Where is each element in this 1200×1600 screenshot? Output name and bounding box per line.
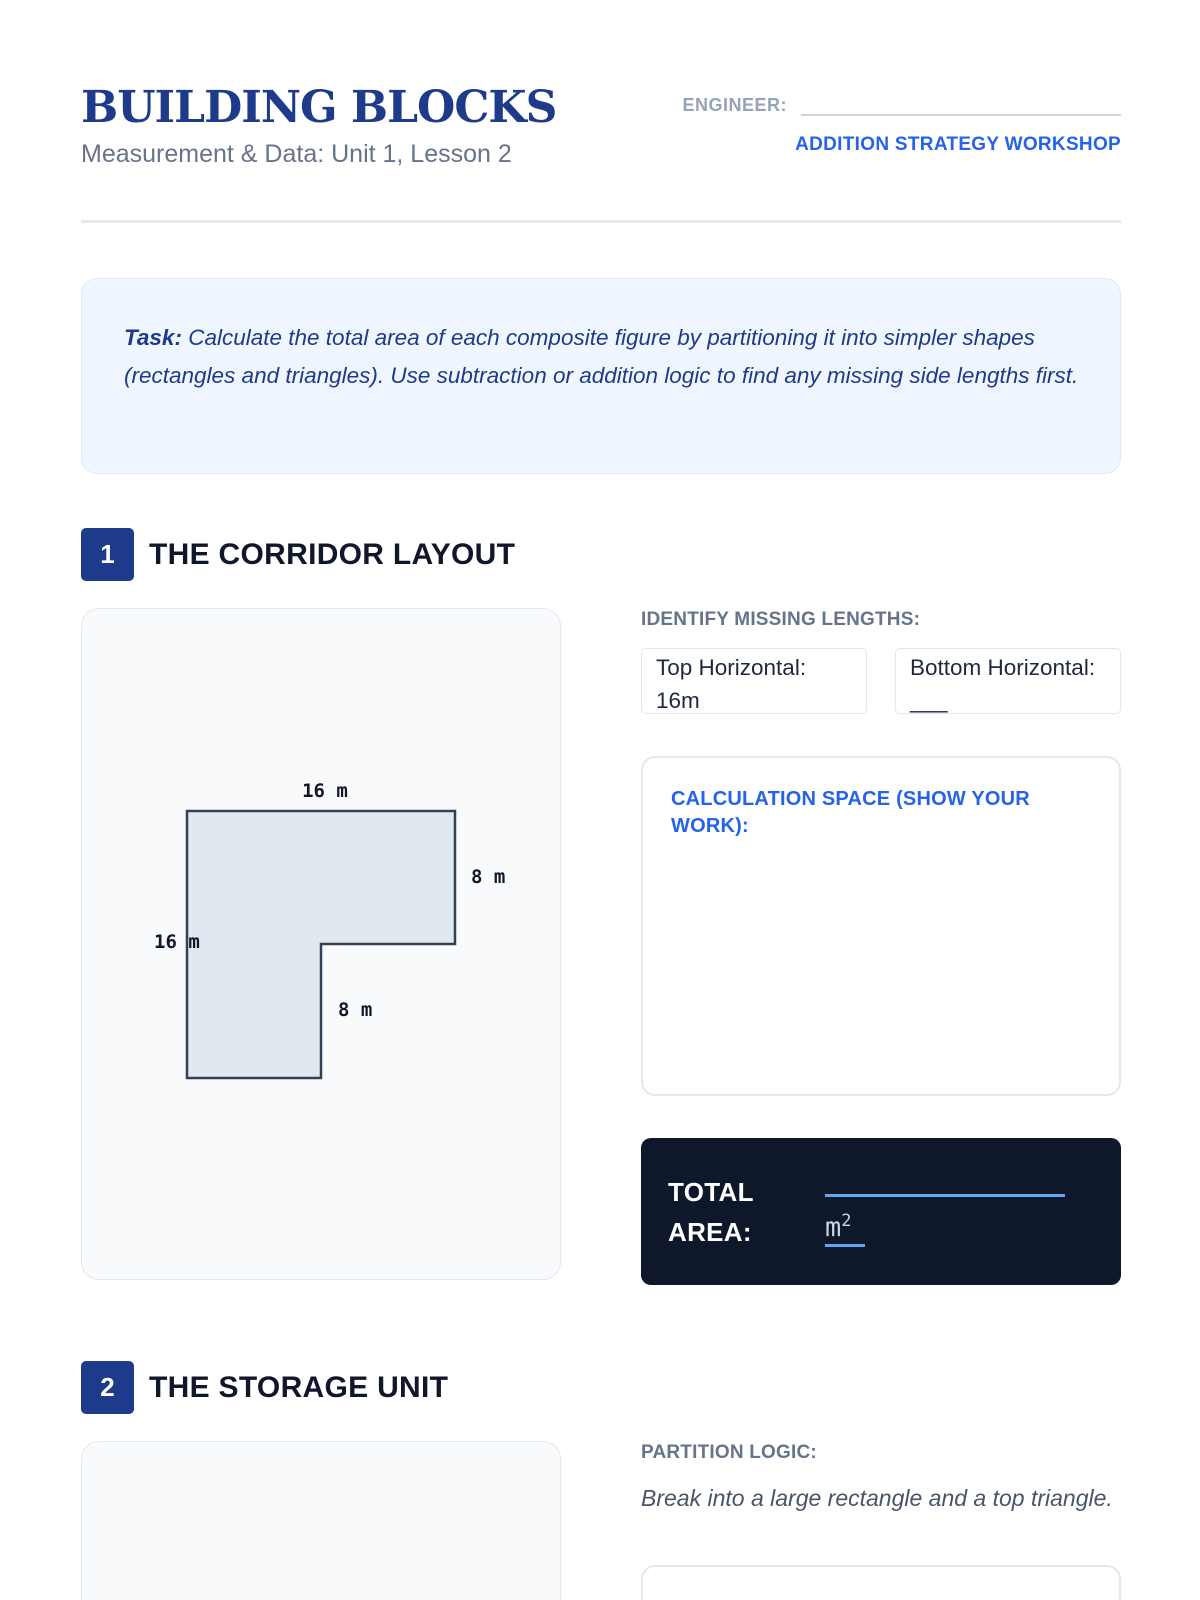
problem-title: THE STORAGE UNIT — [149, 1370, 449, 1404]
problem-title: THE CORRIDOR LAYOUT — [149, 537, 516, 571]
l-shape — [187, 811, 455, 1078]
problem-number-badge: 1 — [81, 528, 134, 581]
calculation-label: CALCULATION SPACE (SHOW YOUR WORK): — [671, 788, 1030, 837]
problem-number-badge: 2 — [81, 1361, 134, 1414]
area-unit-exponent: 2 — [841, 1210, 852, 1231]
task-instructions — [124, 319, 1080, 395]
calculation-space[interactable] — [641, 756, 1121, 1096]
worksheet-header — [81, 82, 1121, 222]
partition-logic-label: PARTITION LOGIC: — [641, 1442, 817, 1463]
total-area-answer[interactable] — [825, 1177, 1065, 1247]
bottom-horizontal-box[interactable]: Bottom Horizontal: ___ — [895, 648, 1121, 714]
corridor-figure — [82, 609, 562, 1281]
label-top-length: 16 m — [302, 780, 348, 802]
problem-2-heading — [81, 1361, 448, 1414]
page-title: BUILDING BLOCKS — [81, 82, 557, 133]
area-unit-base: m — [825, 1211, 842, 1243]
total-area-blank[interactable] — [825, 1177, 1065, 1197]
problem-1-heading — [81, 528, 515, 581]
area-unit — [825, 1205, 865, 1247]
task-box — [81, 278, 1121, 474]
header-divider — [81, 220, 1121, 223]
top-horizontal-box[interactable]: Top Horizontal: 16m — [641, 648, 867, 714]
engineer-row — [671, 86, 1121, 116]
partition-logic-text: Break into a large rectangle and a top triangle. — [641, 1485, 1113, 1511]
problem-2-work-column — [641, 1442, 1121, 1600]
missing-lengths-label: IDENTIFY MISSING LENGTHS: — [641, 609, 921, 630]
figure-panel-1 — [81, 608, 561, 1280]
task-label: Task: — [124, 325, 182, 350]
engineer-name-field[interactable] — [801, 86, 1121, 116]
label-inner-length: 8 m — [338, 999, 373, 1021]
missing-lengths-row — [641, 648, 1121, 714]
total-area-label: TOTAL AREA: — [668, 1176, 754, 1247]
label-left-length: 16 m — [154, 931, 200, 953]
problem-1-work-column — [641, 609, 1121, 1285]
task-text: Calculate the total area of each composite figure by partitioning it into simpler shapes (rectangles and triangles). Use subtraction or addition logic to find any missing side lengths first. — [124, 325, 1079, 388]
workshop-label: ADDITION STRATEGY WORKSHOP — [795, 134, 1121, 155]
figure-panel-2 — [81, 1441, 561, 1600]
page-subtitle: Measurement & Data: Unit 1, Lesson 2 — [81, 140, 512, 168]
header-meta — [671, 86, 1121, 156]
engineer-label: ENGINEER: — [682, 95, 787, 115]
label-right-length: 8 m — [471, 866, 506, 888]
total-area-box — [641, 1138, 1121, 1285]
calculation-space-2[interactable] — [641, 1565, 1121, 1600]
